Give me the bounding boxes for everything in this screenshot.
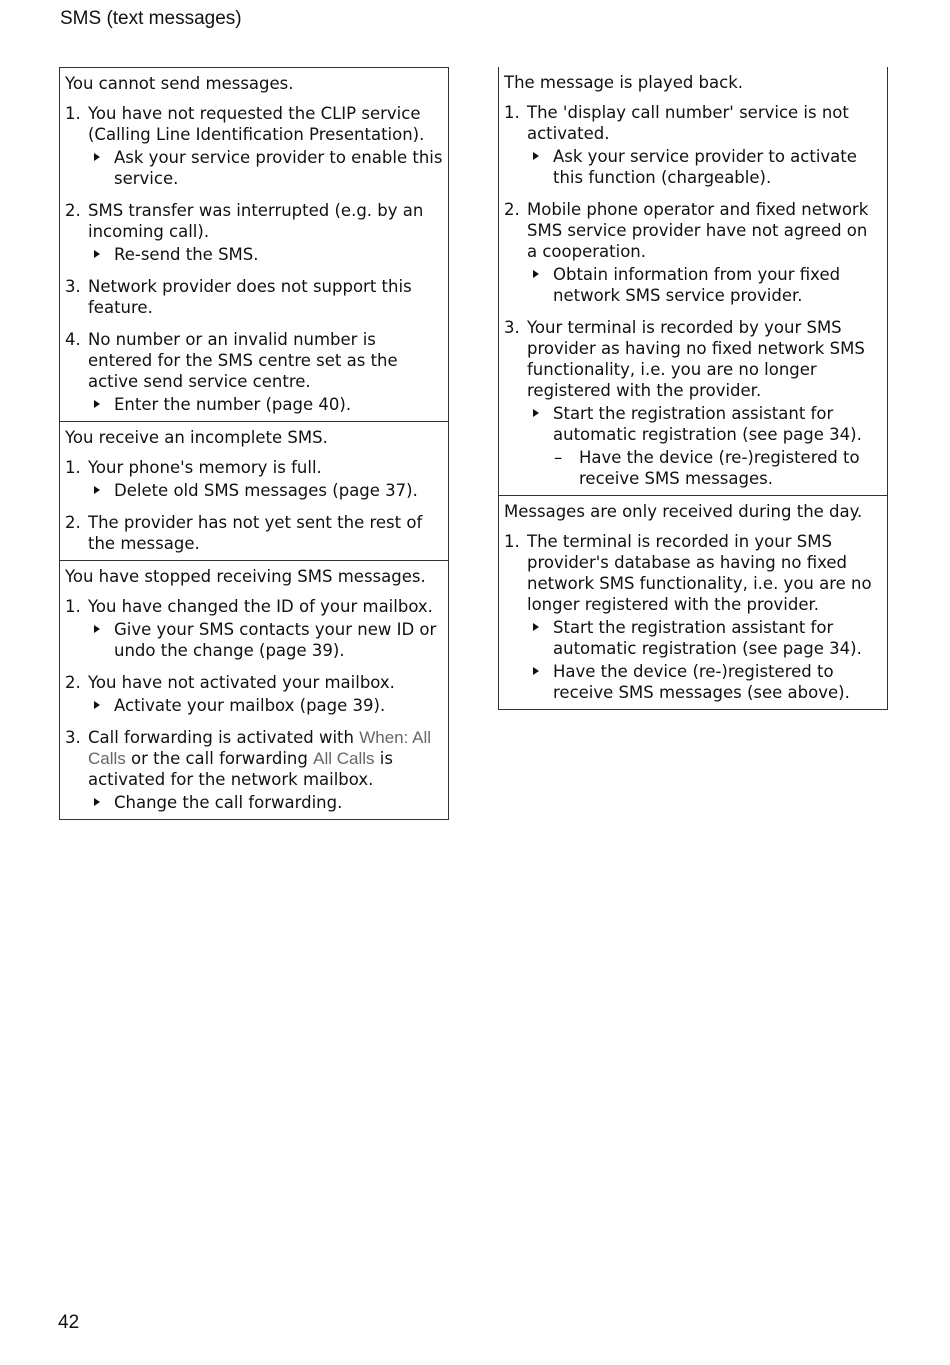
triangle-bullet-icon <box>533 623 539 631</box>
list-item <box>504 199 882 306</box>
triangle-bullet-icon <box>94 250 100 258</box>
cause-list <box>504 531 882 703</box>
list-item <box>65 727 443 813</box>
triangle-bullet-icon <box>94 486 100 494</box>
action-step <box>527 403 882 489</box>
section-received-during-day <box>499 496 887 709</box>
action-text: Ask your service provider to enable this service. <box>114 148 443 188</box>
item-number: 1. <box>65 104 81 123</box>
item-number: 2. <box>65 513 81 532</box>
list-item <box>65 596 443 661</box>
action-text: Change the call forwarding. <box>114 793 343 812</box>
troubleshooting-table-right <box>498 67 888 710</box>
item-text: The terminal is recorded in your SMS provider's database as having no fixed network SMS functionality, i.e. you are no longer registered with the provider. <box>527 532 872 614</box>
item-text: You have not activated your mailbox. <box>88 673 395 692</box>
item-text: You have not requested the CLIP service (Calling Line Identification Presentation). <box>88 104 425 144</box>
section-title: You cannot send messages. <box>65 74 294 93</box>
item-text: Your phone's memory is full. <box>88 458 322 477</box>
section-title: You have stopped receiving SMS messages. <box>65 567 426 586</box>
list-item <box>65 512 443 554</box>
sub-step-text: Have the device (re-)registered to receive SMS messages. <box>579 448 860 488</box>
action-text: Enter the number (page 40). <box>114 395 352 414</box>
action-text: Re-send the SMS. <box>114 245 259 264</box>
action-text: Give your SMS contacts your new ID or undo the change (page 39). <box>114 620 437 660</box>
ui-term-all-calls: All Calls <box>313 749 375 768</box>
list-item <box>504 531 882 703</box>
triangle-bullet-icon <box>533 152 539 160</box>
action-step <box>88 147 443 189</box>
cause-list <box>65 457 443 554</box>
section-played-back <box>499 67 887 496</box>
item-number: 3. <box>504 318 520 337</box>
item-text: You have changed the ID of your mailbox. <box>88 597 433 616</box>
section-cannot-send <box>60 68 448 422</box>
action-step <box>527 617 882 659</box>
ui-term-when-all-calls: When: All Calls <box>88 728 432 768</box>
triangle-bullet-icon <box>94 798 100 806</box>
item-text: Mobile phone operator and fixed network SMS service provider have not agreed on a cooperation. <box>527 200 869 261</box>
section-incomplete-sms <box>60 422 448 561</box>
list-item <box>65 672 443 716</box>
triangle-bullet-icon <box>94 701 100 709</box>
triangle-bullet-icon <box>94 625 100 633</box>
section-stopped-receiving <box>60 561 448 819</box>
section-title: You receive an incomplete SMS. <box>65 428 328 447</box>
text-segment: Call forwarding is activated with <box>88 728 360 747</box>
dash-bullet: – <box>554 448 563 467</box>
item-number: 2. <box>504 200 520 219</box>
page-number: 42 <box>58 1312 80 1333</box>
action-text: Have the device (re-)registered to receive SMS messages (see above). <box>553 662 850 702</box>
item-number: 1. <box>65 597 81 616</box>
action-text: Ask your service provider to activate this function (chargeable). <box>553 147 857 187</box>
text-segment: or the call forwarding <box>125 749 314 768</box>
action-step <box>88 619 443 661</box>
triangle-bullet-icon <box>94 400 100 408</box>
list-item <box>504 317 882 489</box>
action-text: Start the registration assistant for automatic registration (see page 34). <box>553 618 862 658</box>
action-step <box>88 394 443 415</box>
item-number: 1. <box>65 458 81 477</box>
cause-list <box>504 102 882 489</box>
action-step <box>527 661 882 703</box>
item-number: 4. <box>65 330 81 349</box>
item-number: 1. <box>504 103 520 122</box>
item-number: 2. <box>65 673 81 692</box>
action-text: Activate your mailbox (page 39). <box>114 696 386 715</box>
action-text: Delete old SMS messages (page 37). <box>114 481 418 500</box>
cause-list <box>65 596 443 813</box>
action-step <box>527 146 882 188</box>
item-number: 2. <box>65 201 81 220</box>
list-item <box>65 276 443 318</box>
list-item <box>65 103 443 189</box>
item-text: The provider has not yet sent the rest of the message. <box>88 513 423 553</box>
item-number: 3. <box>65 277 81 296</box>
section-title: The message is played back. <box>504 73 744 92</box>
action-text: Start the registration assistant for automatic registration (see page 34). <box>553 404 862 444</box>
troubleshooting-table-left <box>59 67 449 820</box>
item-text: Your terminal is recorded by your SMS provider as having no fixed network SMS functionality, i.e. you are no longer registered with the provider. <box>527 318 865 400</box>
item-text: No number or an invalid number is entered for the SMS centre set as the active send service centre. <box>88 330 398 391</box>
action-text: Obtain information from your fixed network SMS service provider. <box>553 265 841 305</box>
item-text: The 'display call number' service is not activated. <box>527 103 849 143</box>
list-item <box>65 457 443 501</box>
triangle-bullet-icon <box>533 409 539 417</box>
triangle-bullet-icon <box>533 667 539 675</box>
sub-step <box>527 447 882 489</box>
list-item <box>65 329 443 415</box>
text-segment: is activated for the network mailbox. <box>88 749 393 789</box>
running-header: SMS (text messages) <box>60 8 242 29</box>
action-step <box>88 480 443 501</box>
triangle-bullet-icon <box>533 270 539 278</box>
item-text: Network provider does not support this feature. <box>88 277 412 317</box>
cause-list <box>65 103 443 415</box>
action-step <box>88 244 443 265</box>
section-title: Messages are only received during the day. <box>504 502 863 521</box>
triangle-bullet-icon <box>94 153 100 161</box>
item-number: 1. <box>504 532 520 551</box>
action-step <box>88 792 443 813</box>
item-text: SMS transfer was interrupted (e.g. by an incoming call). <box>88 201 424 241</box>
action-step <box>527 264 882 306</box>
action-step <box>88 695 443 716</box>
list-item <box>65 200 443 265</box>
item-number: 3. <box>65 728 81 747</box>
item-text <box>88 728 431 789</box>
list-item <box>504 102 882 188</box>
